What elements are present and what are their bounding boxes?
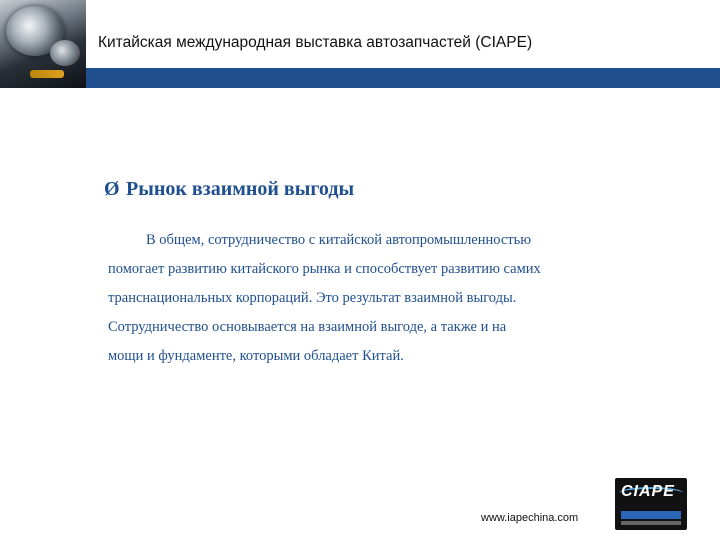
- header-bar: [0, 0, 720, 88]
- section-heading: [104, 178, 354, 201]
- arrow-bullet-icon: Ø: [104, 178, 120, 200]
- paragraph-line: В общем, сотрудничество с китайской автопромышленностью: [146, 232, 532, 248]
- body-paragraph: [108, 226, 668, 371]
- logo-grey-strip: [621, 521, 681, 525]
- paragraph-line: помогает развитию китайского рынка и способствует развитию самих: [108, 261, 541, 277]
- logo-wordmark: CIAPE: [621, 483, 675, 500]
- header-car-headlight-image: [0, 0, 86, 88]
- slide-title: Китайская международная выставка автозапчастей (CIAPE): [98, 34, 533, 51]
- paragraph-line: мощи и фундаменте, которыми обладает Китай.: [108, 348, 404, 364]
- website-link[interactable]: www.iapechina.com: [481, 512, 579, 524]
- headlight-secondary-icon: [50, 40, 80, 66]
- header-blue-rule: [86, 68, 720, 88]
- turn-signal-icon: [30, 70, 64, 78]
- paragraph-line: транснациональных корпораций. Это результат взаимной выгоды.: [108, 290, 517, 306]
- paragraph-line: Сотрудничество основывается на взаимной выгоде, а также и на: [108, 319, 507, 335]
- section-heading-text: Рынок взаимной выгоды: [126, 178, 355, 200]
- logo-blue-strip: [621, 511, 681, 519]
- ciape-logo: [615, 478, 687, 530]
